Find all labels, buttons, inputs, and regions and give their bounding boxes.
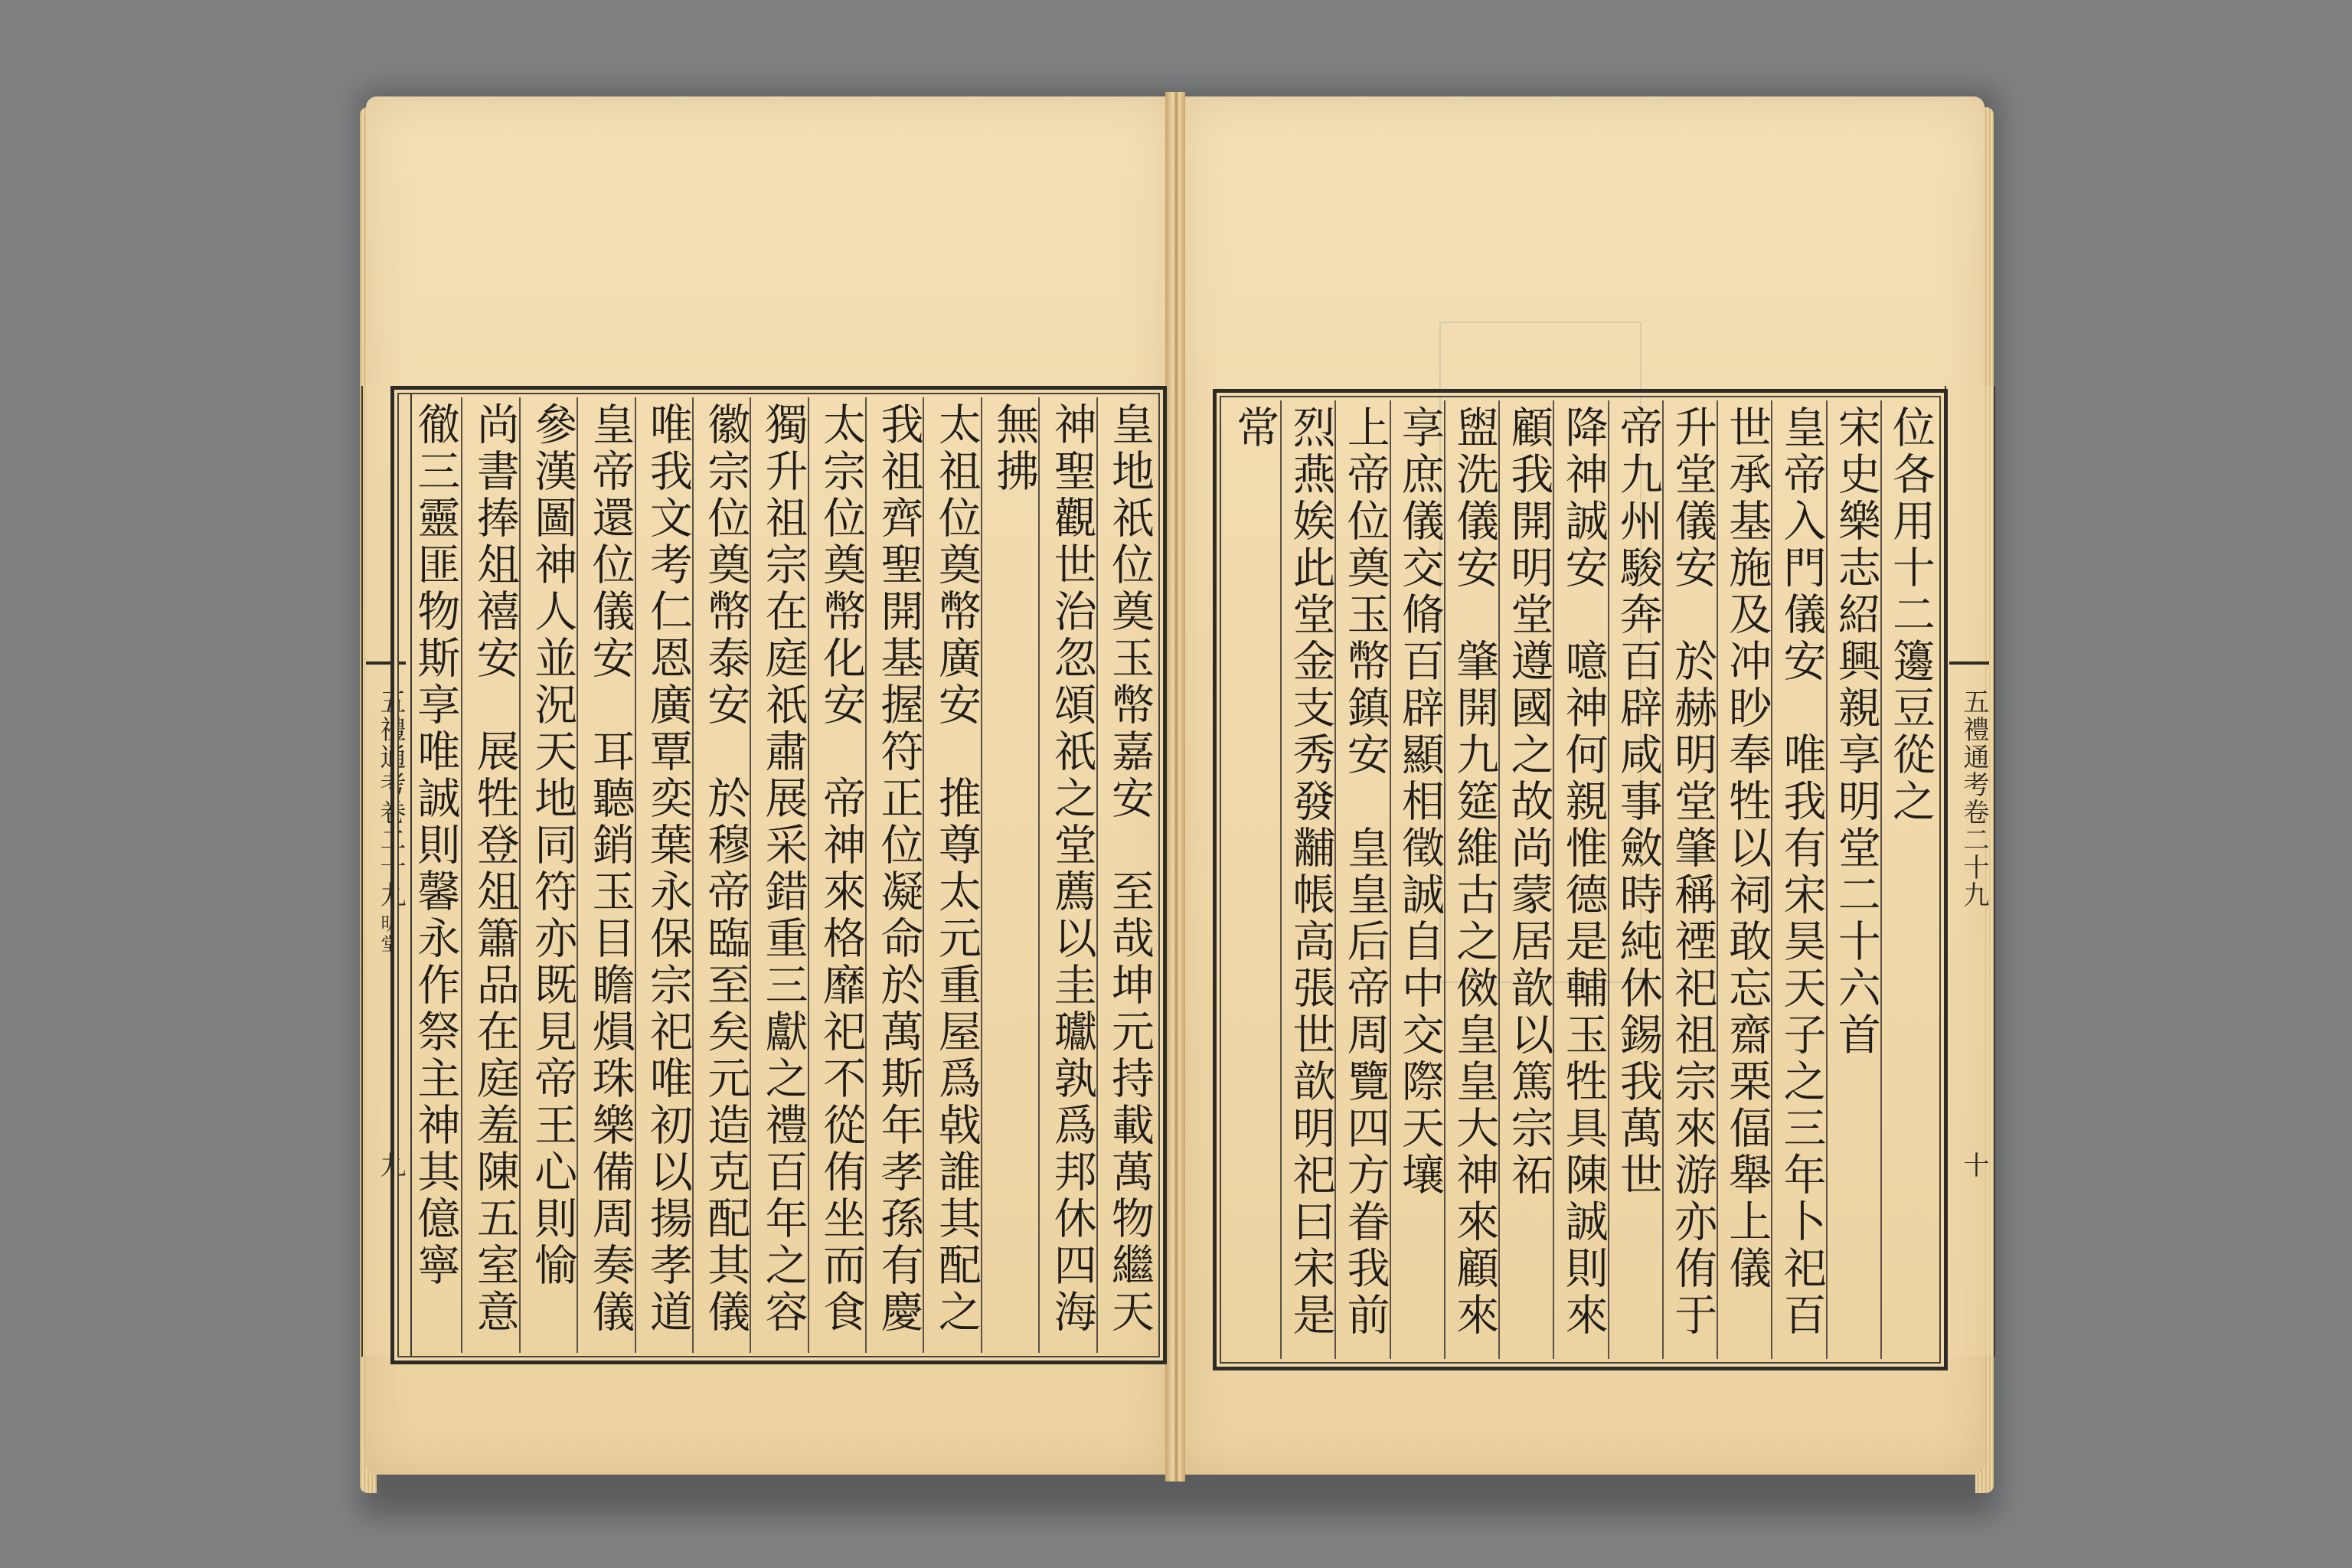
left-heart-title: 五禮通考卷二十九 [375,688,406,909]
left-page-column [750,397,808,1353]
left-page-column-text: 太祖位奠幣廣安 推尊太元重屋爲㦸誰其配之 [931,402,982,1336]
fishtail-upper-right [1949,616,1989,665]
right-heart-folio: 十 [1958,1152,1989,1179]
right-page-column-text: 世承基施及冲眇奉牲以祠敢忘齋栗偪舉上儀 [1722,405,1772,1292]
right-block-heart [1945,386,1995,1357]
right-page-column-text: 盥洗儀安 肇開九筵維古之傚皇皇大神來顧來 [1449,405,1500,1339]
left-page-column [461,397,520,1353]
left-page-column [403,397,461,1353]
right-heart-title: 五禮通考卷二十九 [1958,688,1989,909]
right-page-column [1608,400,1664,1359]
left-page-column-text: 神聖觀世治忽頌祇之堂薦以圭瓛孰爲邦休四海 [1047,402,1097,1336]
left-page-column [808,397,867,1353]
left-page-column-text: 太宗位奠幣化安 帝神來格靡祀不從侑坐而食 [816,402,867,1336]
left-page-column [692,397,751,1353]
left-page-column-text: 徹三靈匪物斯享唯誠則馨永作祭主神其億寧 [410,402,461,1289]
right-page-column [1880,400,1936,1359]
left-heart-section: 明堂 [377,914,399,954]
left-columns [403,397,1154,1353]
left-page-column-text: 尚書捧俎禧安 展牲登俎簫品在庭羞陳五室意 [469,402,520,1336]
left-page-column-text: 皇帝還位儀安 耳聽銷玉目瞻熉珠樂備周奏儀 [585,402,635,1336]
left-page-column-text: 徽宗位奠幣泰安 於穆帝臨至矣元造克配其儀 [701,402,751,1336]
right-page-column-text: 宋史樂志紹興親享明堂二十六首 [1831,405,1881,1059]
right-page-column [1226,400,1280,1359]
right-page-column [1717,400,1772,1359]
right-page-column [1553,400,1609,1359]
right-page-column [1662,400,1718,1359]
left-page-column [577,397,635,1353]
left-page-column-text: 皇地祇位奠玉幣嘉安 至哉坤元持載萬物繼天 [1104,402,1155,1336]
right-page-column-text: 位各用十二籩豆從之 [1885,405,1936,825]
right-page-column-text: 升堂儀安 於赫明堂肇稱禋祀祖宗來游亦侑于 [1668,405,1718,1339]
right-page-column [1280,400,1336,1359]
left-page-column [635,397,694,1353]
left-page-column [1038,397,1097,1353]
right-page-column-text: 皇帝入門儀安 唯我有宋昊天子之三年卜祀百 [1776,405,1827,1339]
left-page-column [519,397,578,1353]
right-page-column [1826,400,1882,1359]
right-page-column-text: 顧我開明堂遵國之故尚蒙居歆以篤宗祏 [1504,405,1554,1199]
left-page-column-text: 獨升祖宗在庭祇肅展采錯重三獻之禮百年之容 [758,402,808,1336]
right-page-column [1498,400,1554,1359]
right-page-column [1771,400,1827,1359]
left-page-column [981,397,1040,1353]
right-text-frame [1213,389,1948,1370]
left-page-column [923,397,982,1353]
right-page-column [1390,400,1446,1359]
right-page-column [1334,400,1390,1359]
left-text-frame [390,386,1167,1364]
right-columns [1226,400,1935,1359]
right-page-column-text: 享庶儀交脩百辟顯相徵誠自中交際天壤 [1394,405,1445,1199]
right-page-column-text: 降神誠安 噫神何親惟德是輔玉牲具陳誠則來 [1558,405,1609,1339]
right-page-column-text: 帝九州駿奔百辟咸事斂時純休錫我萬世 [1612,405,1663,1199]
left-page-column-text: 無拂 [989,402,1040,495]
right-page-column-text: 常 [1230,405,1280,452]
left-page-column-text: 我祖齊聖開基握符正位凝命於萬斯年孝孫有慶 [874,402,924,1336]
left-heart-folio: 九 [375,1152,406,1179]
left-page-column [865,397,924,1353]
book-spine [1165,92,1185,1481]
left-page-column-text: 參漢圖神人並況天地同符亦既見帝王心則愉 [528,402,578,1289]
right-page-column-text: 烈燕娭此堂金支秀發黼帳高張世歆明祀曰宋是 [1285,405,1336,1339]
left-page-column [1096,397,1155,1353]
right-page-column-text: 上帝位奠玉幣鎮安 皇皇后帝周覽四方眷我前 [1340,405,1390,1339]
left-page-column-text: 唯我文考仁恩廣覃奕葉永保宗祀唯初以揚孝道 [642,402,693,1336]
right-page-column [1444,400,1500,1359]
